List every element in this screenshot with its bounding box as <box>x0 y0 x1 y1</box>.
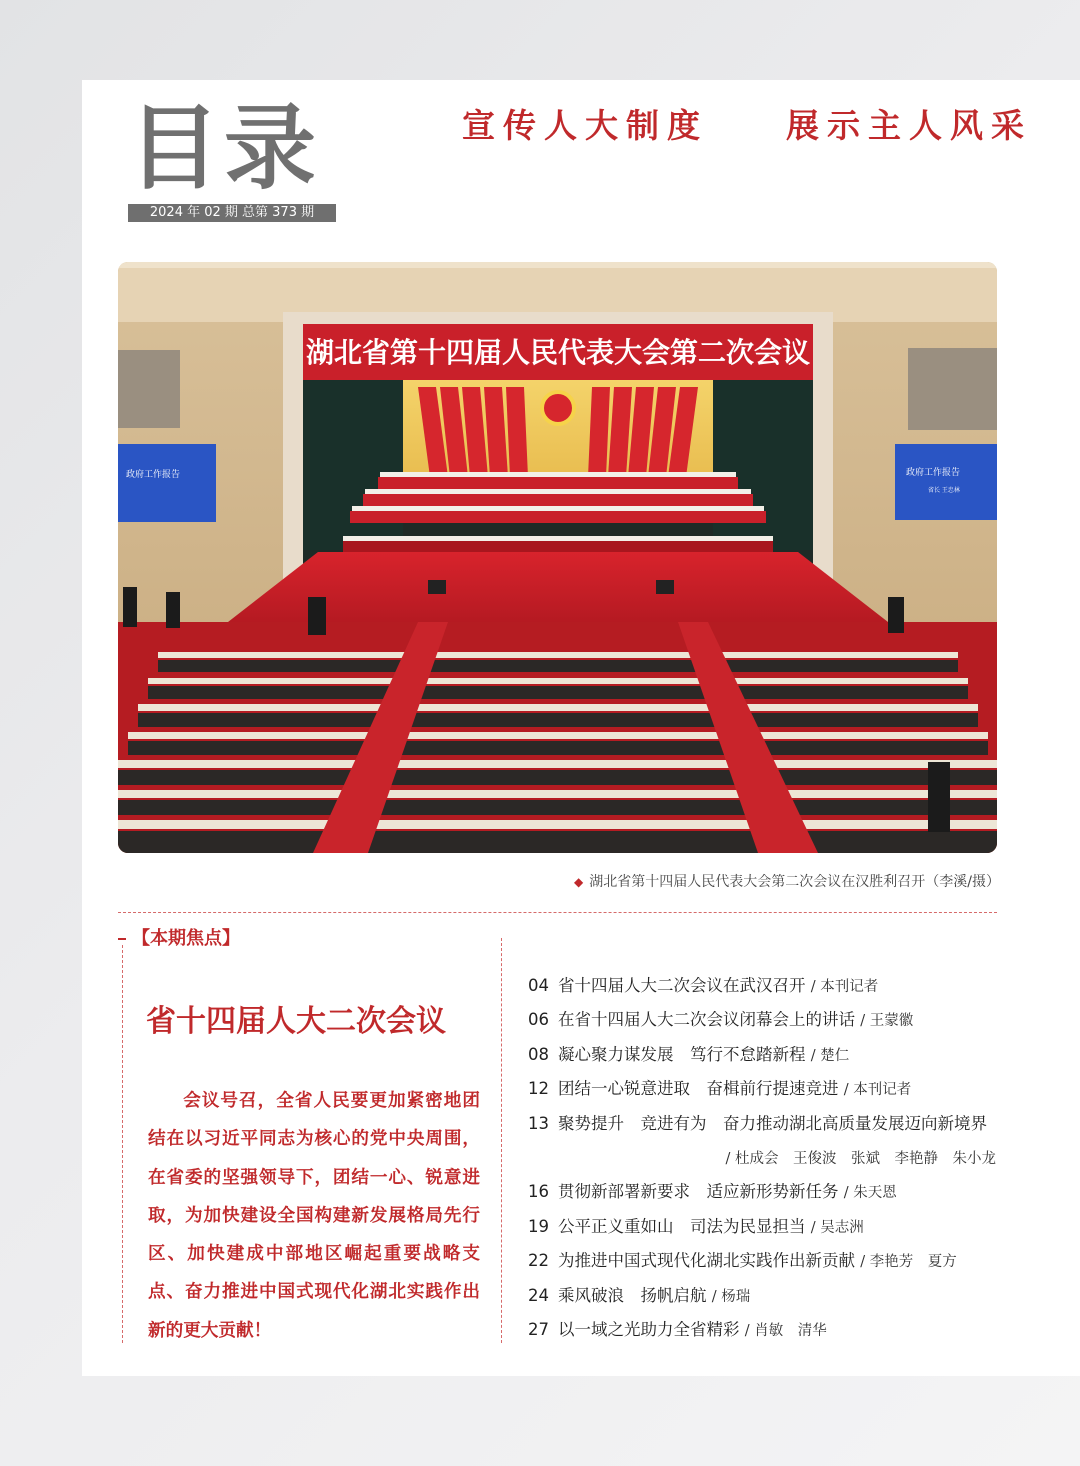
caption-marker-icon: ◆ <box>574 875 584 889</box>
focus-section-tag <box>118 926 240 952</box>
toc-item[interactable] <box>528 1316 998 1344</box>
caption-text: 湖北省第十四届人民代表大会第二次会议在汉胜利召开（李溪/摄） <box>589 874 1000 890</box>
toc-title: 公平正义重如山 司法为民显担当 <box>558 1216 806 1236</box>
slogan-left: 宣传人大制度 <box>462 106 708 145</box>
slogan-right: 展示主人风采 <box>786 106 1032 145</box>
column-divider <box>501 938 502 1343</box>
toc-author: / 吴志洲 <box>810 1219 864 1236</box>
toc-page-number: 22 <box>528 1251 549 1271</box>
toc-title: 省十四届人大二次会议在武汉召开 <box>558 976 806 995</box>
toc-page-number: 27 <box>528 1320 549 1339</box>
cover-photo <box>118 262 997 853</box>
toc-page-number: 24 <box>528 1285 549 1305</box>
toc-author: / 杜成会 王俊波 张斌 李艳静 朱小龙 <box>725 1151 996 1167</box>
toc-page-number: 04 <box>528 976 549 995</box>
toc-title: 在省十四届人大二次会议闭幕会上的讲话 <box>558 1010 855 1030</box>
dash-icon <box>118 938 126 940</box>
photo-caption <box>480 872 1000 892</box>
focus-border-left <box>122 945 123 1343</box>
toc-title: 为推进中国式现代化湖北实践作出新贡献 <box>558 1251 855 1271</box>
toc-author: / 本刊记者 <box>843 1082 912 1099</box>
toc-item[interactable] <box>528 1282 998 1310</box>
toc-title: 凝心聚力谋发展 笃行不怠踏新程 <box>558 1044 806 1064</box>
toc-author: / 本刊记者 <box>810 979 879 995</box>
toc-item[interactable] <box>528 1075 998 1103</box>
toc-author: / 杨瑞 <box>711 1288 751 1305</box>
toc-author: / 王蒙徽 <box>860 1013 914 1030</box>
toc-item[interactable] <box>528 1041 998 1069</box>
banner-text: 湖北省第十四届人民代表大会第二次会议 <box>305 336 811 369</box>
congress-hall-illustration <box>118 262 997 853</box>
toc-author: / 李艳芳 夏方 <box>860 1254 957 1271</box>
issue-number: 2024 年 02 期 总第 373 期 <box>128 204 336 222</box>
screen-right-title: 政府工作报告 <box>906 468 961 478</box>
toc-item[interactable] <box>528 1178 998 1206</box>
section-divider <box>118 912 997 913</box>
toc-item[interactable] <box>528 972 998 1000</box>
toc-author: / 楚仁 <box>810 1047 850 1064</box>
toc-item[interactable] <box>528 1247 998 1275</box>
toc-item-authors <box>528 1144 996 1172</box>
focus-tag-label: 【本期焦点】 <box>132 928 240 949</box>
focus-body: 会议号召，全省人民要更加紧密地团结在以习近平同志为核心的党中央周围，在省委的坚强领导下，团结一心、锐意进取，为加快建设全国构建新发展格局先行区、加快建成中部地区崛起重要战略支点、奋力推进中国式现代化湖北实践作出新的更大贡献！ <box>148 1090 480 1341</box>
toc-page-number: 12 <box>528 1079 549 1099</box>
toc-title: 以一域之光助力全省精彩 <box>558 1320 740 1339</box>
toc-author: / 肖敏 清华 <box>744 1323 827 1339</box>
toc-title: 团结一心锐意进取 奋楫前行提速竞进 <box>558 1079 839 1099</box>
page-title: 目录 <box>128 95 321 202</box>
toc-item[interactable] <box>528 1110 998 1138</box>
focus-title: 省十四届人大二次会议 <box>146 1004 446 1039</box>
toc-page-number: 13 <box>528 1113 549 1133</box>
toc-title: 贯彻新部署新要求 适应新形势新任务 <box>558 1182 839 1202</box>
toc-item[interactable] <box>528 1006 998 1034</box>
screen-right-sub: 省长 王忠林 <box>928 487 960 494</box>
screen-left-title: 政府工作报告 <box>126 470 181 480</box>
toc-author: / 朱天恩 <box>843 1185 897 1202</box>
toc-page-number: 19 <box>528 1216 549 1236</box>
toc-title: 聚势提升 竞进有为 奋力推动湖北高质量发展迈向新境界 <box>558 1113 987 1133</box>
toc-page-number: 16 <box>528 1182 549 1202</box>
toc-page-number: 06 <box>528 1010 549 1030</box>
toc-item[interactable] <box>528 1213 998 1241</box>
toc-title: 乘风破浪 扬帆启航 <box>558 1285 707 1305</box>
toc-page-number: 08 <box>528 1044 549 1064</box>
